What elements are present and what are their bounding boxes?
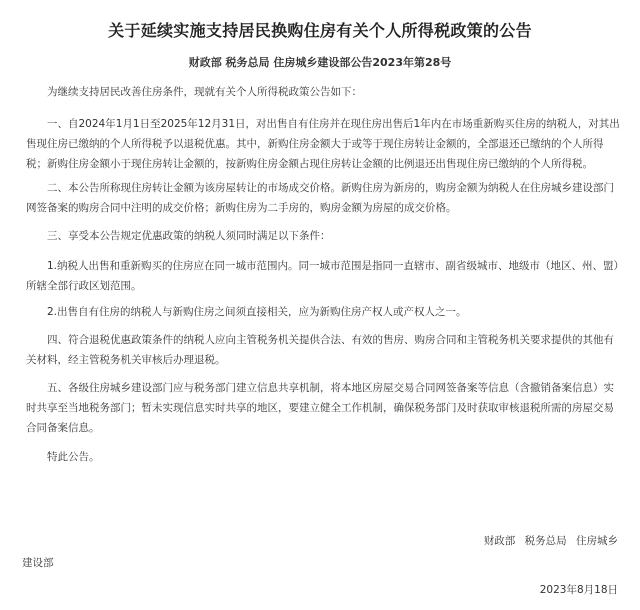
paragraph-2: 二、本公告所称现住房转让金额为该房屋转让的市场成交价格。新购住房为新房的，购房金额为纳税人在住房城乡建设部门网签备案的购房合同中注明的成交价格；新购住房为二手房的，购房金额为房屋的成交价格。 (26, 182, 614, 214)
closing-line: 特此公告。 (47, 451, 100, 463)
document-date: 2023年8月18日 (539, 584, 618, 596)
signature-line-1: 财政部 税务总局 住房城乡 (483, 535, 618, 547)
paragraph-1: 一、自2024年1月1日至2025年12月31日，对出售自有住房并在现住房出售后1年内在市场重新购买住房的纳税人，对其出售现住房已缴纳的个人所得税予以退税优惠。其中，新购住房金额大于或等于现住房转让金额的，全部退还已缴纳的个人所得税；新购住房金额小于现住房转让金额的，按新购住房金额占现住房转让金额的比例退还出售现住房已缴纳的个人所得税。 (26, 118, 620, 170)
intro-paragraph: 为继续支持居民改善住房条件，现就有关个人所得税政策公告如下： (47, 86, 362, 98)
paragraph-4: 四、符合退税优惠政策条件的纳税人应向主管税务机关提供合法、有效的售房、购房合同和主管税务机关要求提供的其他有关材料，经主管税务机关审核后办理退税。 (26, 334, 614, 366)
paragraph-3-item-1: 1.纳税人出售和重新购买的住房应在同一城市范围内。同一城市范围是指同一直辖市、副省级城市、地级市（地区、州、盟）所辖全部行政区划范围。 (26, 260, 619, 292)
paragraph-5: 五、各级住房城乡建设部门应与税务部门建立信息共享机制，将本地区房屋交易合同网签备案等信息（含撤销备案信息）实时共享至当地税务部门；暂未实现信息实时共享的地区，要建立健全工作机制，确保税务部门及时获取审核退税所需的房屋交易合同备案信息。 (26, 382, 614, 434)
paragraph-3-item-2: 2.出售自有住房的纳税人与新购住房之间须直接相关，应为新购住房产权人或产权人之一。 (47, 306, 467, 318)
signature-line-2: 建设部 (22, 557, 54, 569)
document-subtitle: 财政部 税务总局 住房城乡建设部公告2023年第28号 (188, 56, 452, 69)
document-title: 关于延续实施支持居民换购住房有关个人所得税政策的公告 (108, 21, 532, 40)
paragraph-3: 三、享受本公告规定优惠政策的纳税人须同时满足以下条件： (47, 230, 331, 242)
